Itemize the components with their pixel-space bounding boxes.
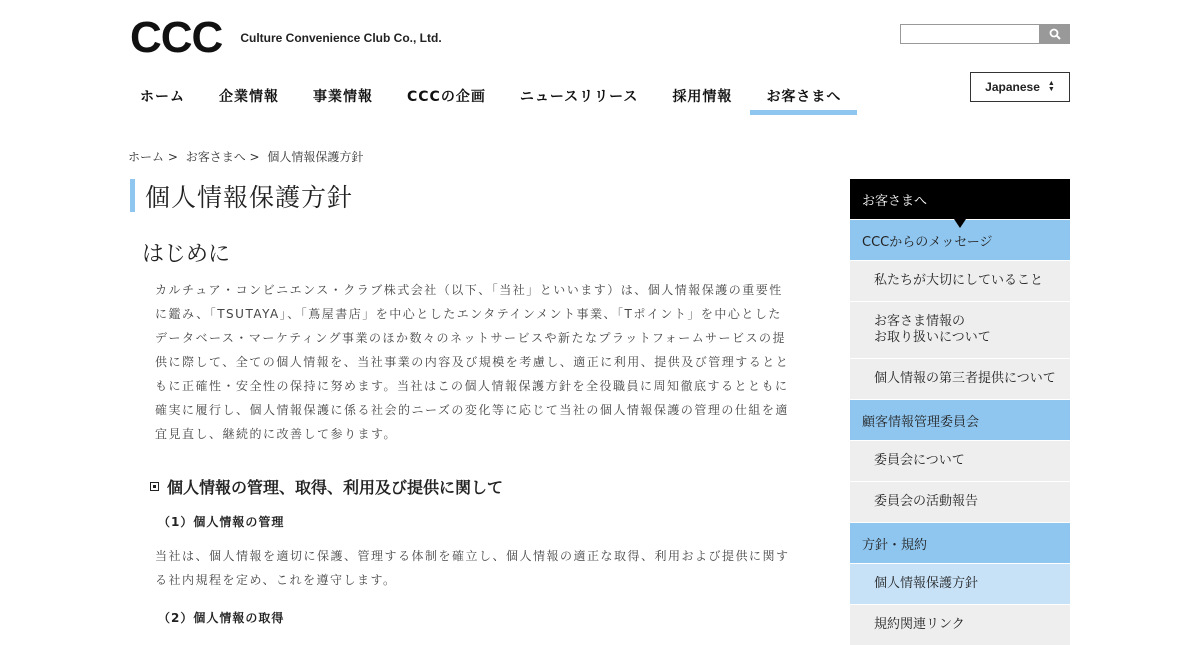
logo-mark: CCC (130, 13, 223, 62)
page-title-block (130, 179, 353, 212)
subsection-text-1: 当社は、個人情報を適切に保護、管理する体制を確立し、個人情報の適正な取得、利用および提供に関する社内規程を定め、これを遵守します。 (155, 549, 790, 587)
sidebar-item-terms-links[interactable]: 規約関連リンク (850, 604, 1070, 645)
company-name: Culture Convenience Club Co., Ltd. (240, 31, 442, 45)
nav-recruit[interactable]: 採用情報 (672, 89, 733, 105)
global-nav (124, 82, 859, 115)
nav-news[interactable]: ニュースリリース (519, 89, 639, 105)
intro-heading: はじめに (142, 242, 231, 267)
sidebar-header[interactable]: お客さまへ (850, 179, 1070, 219)
language-label: Japanese (985, 80, 1040, 94)
breadcrumb-current: 個人情報保護方針 (267, 150, 364, 164)
search-input[interactable] (900, 24, 1040, 44)
subsection-title-1: （1）個人情報の管理 (158, 515, 285, 529)
language-select[interactable] (970, 72, 1070, 102)
search-form (900, 24, 1070, 44)
nav-company[interactable]: 企業情報 (219, 89, 279, 105)
sidebar-item-customer-info[interactable]: お客さま情報の お取り扱いについて (850, 301, 1070, 358)
breadcrumb (128, 148, 367, 165)
bullet-square-icon (150, 482, 159, 491)
sidebar-item-privacy-policy[interactable]: 個人情報保護方針 (850, 563, 1070, 604)
sidebar-item-committee[interactable]: 顧客情報管理委員会 (850, 399, 1070, 440)
search-button[interactable] (1040, 24, 1070, 44)
search-icon (1049, 28, 1061, 40)
nav-business[interactable]: 事業情報 (313, 89, 373, 105)
sidebar (850, 179, 1070, 645)
section-heading-text: 個人情報の管理、取得、利用及び提供に関して (167, 478, 504, 497)
select-arrows-icon: ▲ ▼ (1047, 80, 1055, 93)
intro-paragraph: カルチュア・コンビニエンス・クラブ株式会社（以下、「当社」といいます）は、個人情報保護の重要性に鑑み、「TSUTAYA」、「蔦屋書店」を中心としたエンタテインメント事業、「Tポイント」を中心としたデータベース・マーケティング事業のほか数々のネットサービスや新たなプラットフォームサービスの提供に際して、全ての個人情報を、当社事業の内容及び規模を考慮し、適正に利用、提供及び管理するとともに正確性・安全性の保持に努めます。当社はこの個人情報保護方針を全役職員に周知徹底するとともに確実に履行し、個人情報保護に係る社会的ニーズの変化等に応じて当社の個人情報保護の管理の仕組を適宜見直し、継続的に改善して参ります。 (155, 283, 790, 441)
breadcrumb-home[interactable]: ホーム > (128, 150, 178, 164)
company-logo[interactable] (130, 13, 442, 62)
sidebar-item-values[interactable]: 私たちが大切にしていること (850, 260, 1070, 301)
sidebar-item-committee-report[interactable]: 委員会の活動報告 (850, 481, 1070, 522)
sidebar-item-third-party[interactable]: 個人情報の第三者提供について (850, 358, 1070, 399)
subsection-title-2: （2）個人情報の取得 (158, 611, 285, 625)
nav-planning[interactable]: CCCの企画 (407, 89, 486, 105)
breadcrumb-customers[interactable]: お客さまへ > (185, 150, 260, 164)
sidebar-item-message[interactable]: CCCからのメッセージ (850, 219, 1070, 260)
sidebar-item-policies[interactable]: 方針・規約 (850, 522, 1070, 563)
nav-home[interactable]: ホーム (140, 89, 185, 105)
sidebar-item-about-committee[interactable]: 委員会について (850, 440, 1070, 481)
page-title: 個人情報保護方針 (145, 182, 354, 212)
nav-customers[interactable]: お客さまへ (750, 82, 857, 115)
section-heading (150, 475, 503, 498)
